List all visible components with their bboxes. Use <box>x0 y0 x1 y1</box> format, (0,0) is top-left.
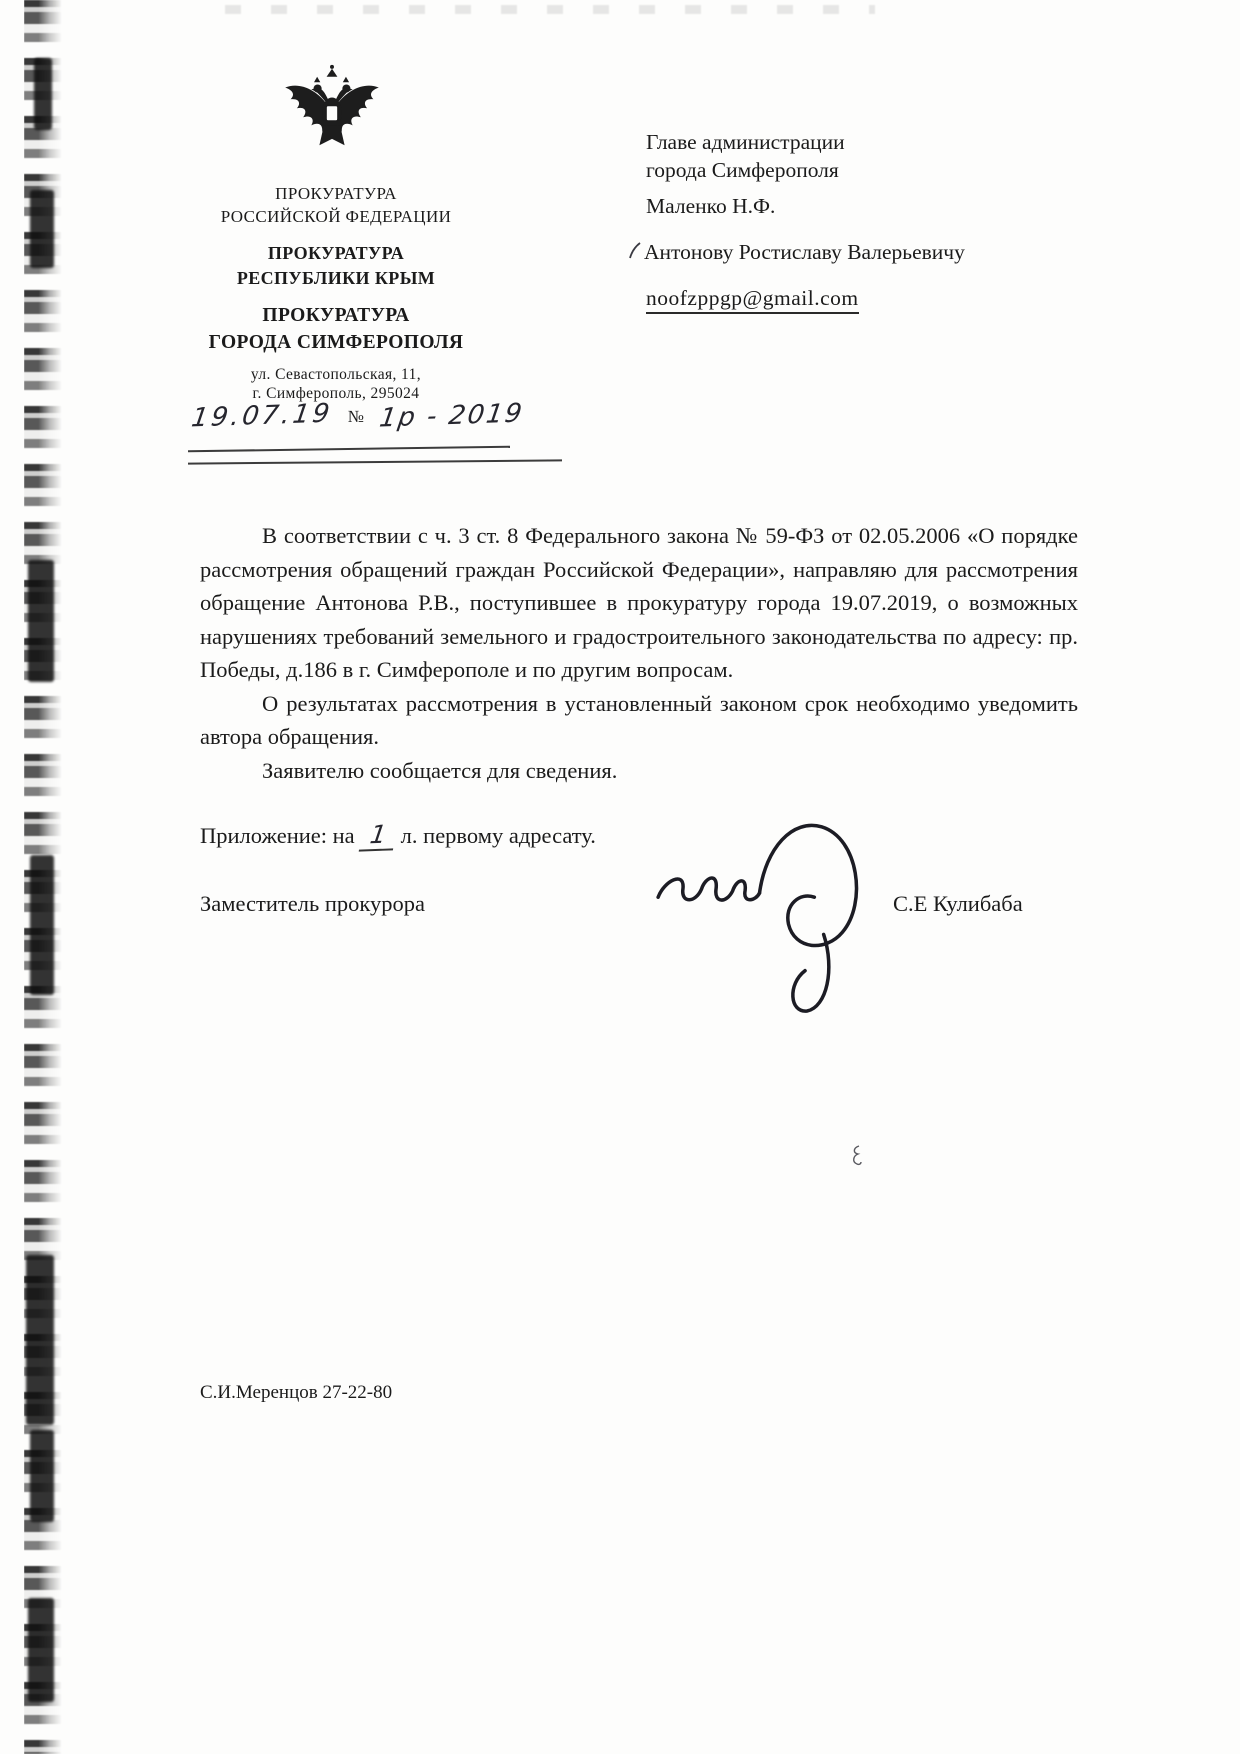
pen-tick-icon <box>628 242 642 262</box>
letter-body <box>200 519 1078 787</box>
letterhead-line: ПРОКУРАТУРА <box>275 184 397 203</box>
stamp-row <box>189 398 592 434</box>
recipient-person-2-text: Антонову Ростиславу Валерьевичу <box>644 240 965 264</box>
letterhead-line: ПРОКУРАТУРА <box>262 305 410 326</box>
letterhead-org-republic <box>150 241 522 291</box>
executor-contact: С.И.Меренцов 27-22-80 <box>200 1382 393 1403</box>
letterhead-line: ГОРОДА СИМФЕРОПОЛЯ <box>208 332 464 353</box>
letterhead-org-federation <box>150 182 522 228</box>
recipient-email <box>646 286 859 311</box>
scan-artifact-blob <box>28 1598 54 1702</box>
letterhead-line: РЕСПУБЛИКИ КРЫМ <box>236 268 436 288</box>
scan-artifact-blob <box>30 190 54 268</box>
scan-artifact-blob <box>30 1430 54 1522</box>
body-paragraph-3: Заявителю сообщается для сведения. <box>262 757 618 783</box>
scan-artifact-blob <box>30 855 54 995</box>
recipient-organization <box>646 128 1126 184</box>
stamp-underline <box>188 446 510 452</box>
recipient-person-1: Маленко Н.Ф. <box>646 194 776 218</box>
number-sign: № <box>347 407 365 426</box>
letterhead-line: РОССИЙСКОЙ ФЕДЕРАЦИИ <box>220 207 452 226</box>
body-paragraph-2: О результатах рассмотрения в установленный законом срок необходимо уведомить автора обращения. <box>200 690 1078 749</box>
recipient-email-text: noofzppgp@gmail.com <box>646 286 859 314</box>
attachment-suffix: л. первому адресату. <box>400 823 596 848</box>
letterhead-address-line: ул. Севастопольская, 11, <box>250 366 422 383</box>
scan-artifact-blob <box>28 560 54 682</box>
recipient-org-line: Главе администрации <box>646 130 845 154</box>
letterhead-line: ПРОКУРАТУРА <box>267 243 405 263</box>
coat-of-arms-icon <box>278 52 386 170</box>
scan-artifact-blob <box>34 58 52 130</box>
letterhead-address-line: г. Симферополь, 295024 <box>252 385 420 402</box>
signature-icon <box>648 802 900 1040</box>
handwritten-page-count: 1 <box>358 819 397 851</box>
recipient-org-line: города Симферополя <box>646 158 839 182</box>
scan-artifact-blob <box>26 1255 54 1425</box>
handwritten-outgoing-number: 1р - 2019 <box>377 398 526 434</box>
attachment-prefix: Приложение: на <box>200 823 355 848</box>
signer-name: С.Е Кулибаба <box>893 891 1023 916</box>
body-paragraph-1: В соответствии с ч. 3 ст. 8 Федерального закона № 59-ФЗ от 02.05.2006 «О порядке рассмотрения обращений граждан Российской Федерации», направляю для рассмотрения обращение Антонова Р.В., поступившее в прокуратуру города 19.07.2019, о возможных нарушениях требований земельного и градостроительного законодательства по адресу: пр. Победы, д.186 в г. Симферополе и по другим вопросам. <box>200 523 1078 682</box>
handwritten-date: 19.07.19 <box>189 398 335 434</box>
recipient-person-2 <box>628 240 965 265</box>
letterhead-address <box>150 365 522 403</box>
stamp-underline-2 <box>188 459 562 464</box>
letterhead-org-city <box>150 302 522 356</box>
attachment-line <box>200 820 596 851</box>
scan-artifact-top-edge <box>225 5 875 14</box>
ink-speck-icon <box>850 1144 864 1170</box>
recipient-block <box>644 128 1126 310</box>
signer-position: Заместитель прокурора <box>200 891 425 916</box>
